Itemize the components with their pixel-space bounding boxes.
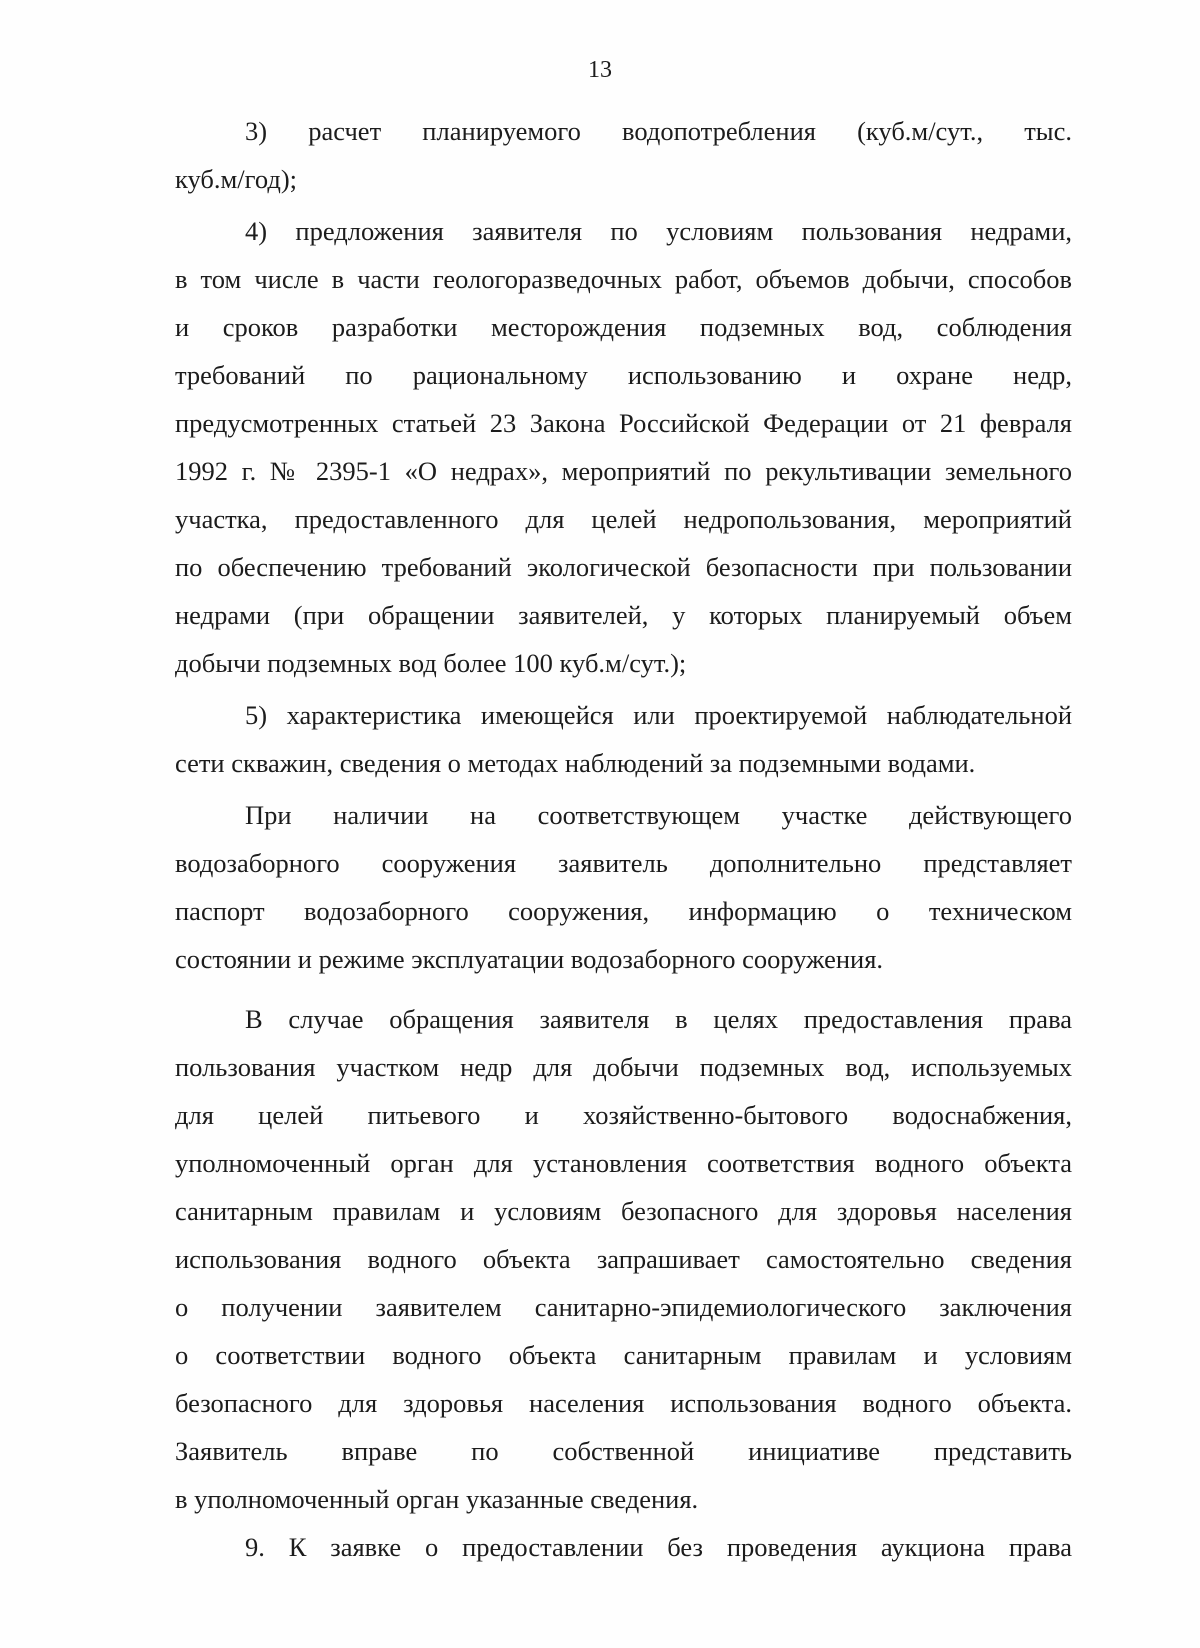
text-line: требований по рациональному использованию и охране недр, bbox=[175, 360, 1072, 390]
document-body bbox=[175, 107, 1072, 1571]
paragraph-item-3 bbox=[175, 107, 1072, 203]
text-line: участка, предоставленного для целей недропользования, мероприятий bbox=[175, 504, 1072, 534]
text-line: водозаборного сооружения заявитель дополнительно представляет bbox=[175, 848, 1072, 878]
paragraph-item-5 bbox=[175, 691, 1072, 787]
text-line: При наличии на соответствующем участке действующего bbox=[245, 800, 1072, 830]
text-line: В случае обращения заявителя в целях предоставления права bbox=[245, 1004, 1072, 1034]
text-line: по обеспечению требований экологической безопасности при пользовании bbox=[175, 552, 1072, 582]
text-line: безопасного для здоровья населения использования водного объекта. bbox=[175, 1388, 1072, 1418]
text-line: в уполномоченный орган указанные сведения. bbox=[175, 1484, 699, 1514]
text-line: 5) характеристика имеющейся или проектируемой наблюдательной bbox=[245, 700, 1072, 730]
text-line: 3) расчет планируемого водопотребления (куб.м/сут., тыс. bbox=[245, 116, 1072, 146]
text-line: и сроков разработки месторождения подземных вод, соблюдения bbox=[175, 312, 1072, 342]
text-line: использования водного объекта запрашивает самостоятельно сведения bbox=[175, 1244, 1072, 1274]
text-line: добычи подземных вод более 100 куб.м/сут.); bbox=[175, 648, 687, 678]
text-line: 4) предложения заявителя по условиям пользования недрами, bbox=[245, 216, 1072, 246]
paragraph-item-4 bbox=[175, 207, 1072, 687]
text-line: сети скважин, сведения о методах наблюдений за подземными водами. bbox=[175, 748, 976, 778]
paragraph-drinking-water bbox=[175, 995, 1072, 1523]
text-line: предусмотренных статьей 23 Закона Российской Федерации от 21 февраля bbox=[175, 408, 1072, 438]
paragraph-item-9 bbox=[175, 1523, 1072, 1571]
text-line: паспорт водозаборного сооружения, информацию о техническом bbox=[175, 896, 1072, 926]
text-line: Заявитель вправе по собственной инициативе представить bbox=[175, 1436, 1072, 1466]
text-line: санитарным правилам и условиям безопасного для здоровья населения bbox=[175, 1196, 1072, 1226]
text-line: 1992 г. № 2395-1 «О недрах», мероприятий по рекультивации земельного bbox=[175, 456, 1072, 486]
text-line: в том числе в части геологоразведочных работ, объемов добычи, способов bbox=[175, 264, 1072, 294]
text-line: о получении заявителем санитарно-эпидемиологического заключения bbox=[175, 1292, 1072, 1322]
text-line: состоянии и режиме эксплуатации водозаборного сооружения. bbox=[175, 944, 884, 974]
text-line: о соответствии водного объекта санитарным правилам и условиям bbox=[175, 1340, 1072, 1370]
text-line: недрами (при обращении заявителей, у которых планируемый объем bbox=[175, 600, 1072, 630]
text-line: уполномоченный орган для установления соответствия водного объекта bbox=[175, 1148, 1072, 1178]
paragraph-existing-intake bbox=[175, 791, 1072, 983]
text-line: 9. К заявке о предоставлении без проведения аукциона права bbox=[245, 1532, 1072, 1562]
text-line: куб.м/год); bbox=[175, 164, 298, 194]
page-number: 13 bbox=[588, 57, 612, 83]
text-line: для целей питьевого и хозяйственно-бытового водоснабжения, bbox=[175, 1100, 1072, 1130]
text-line: пользования участком недр для добычи подземных вод, используемых bbox=[175, 1052, 1072, 1082]
